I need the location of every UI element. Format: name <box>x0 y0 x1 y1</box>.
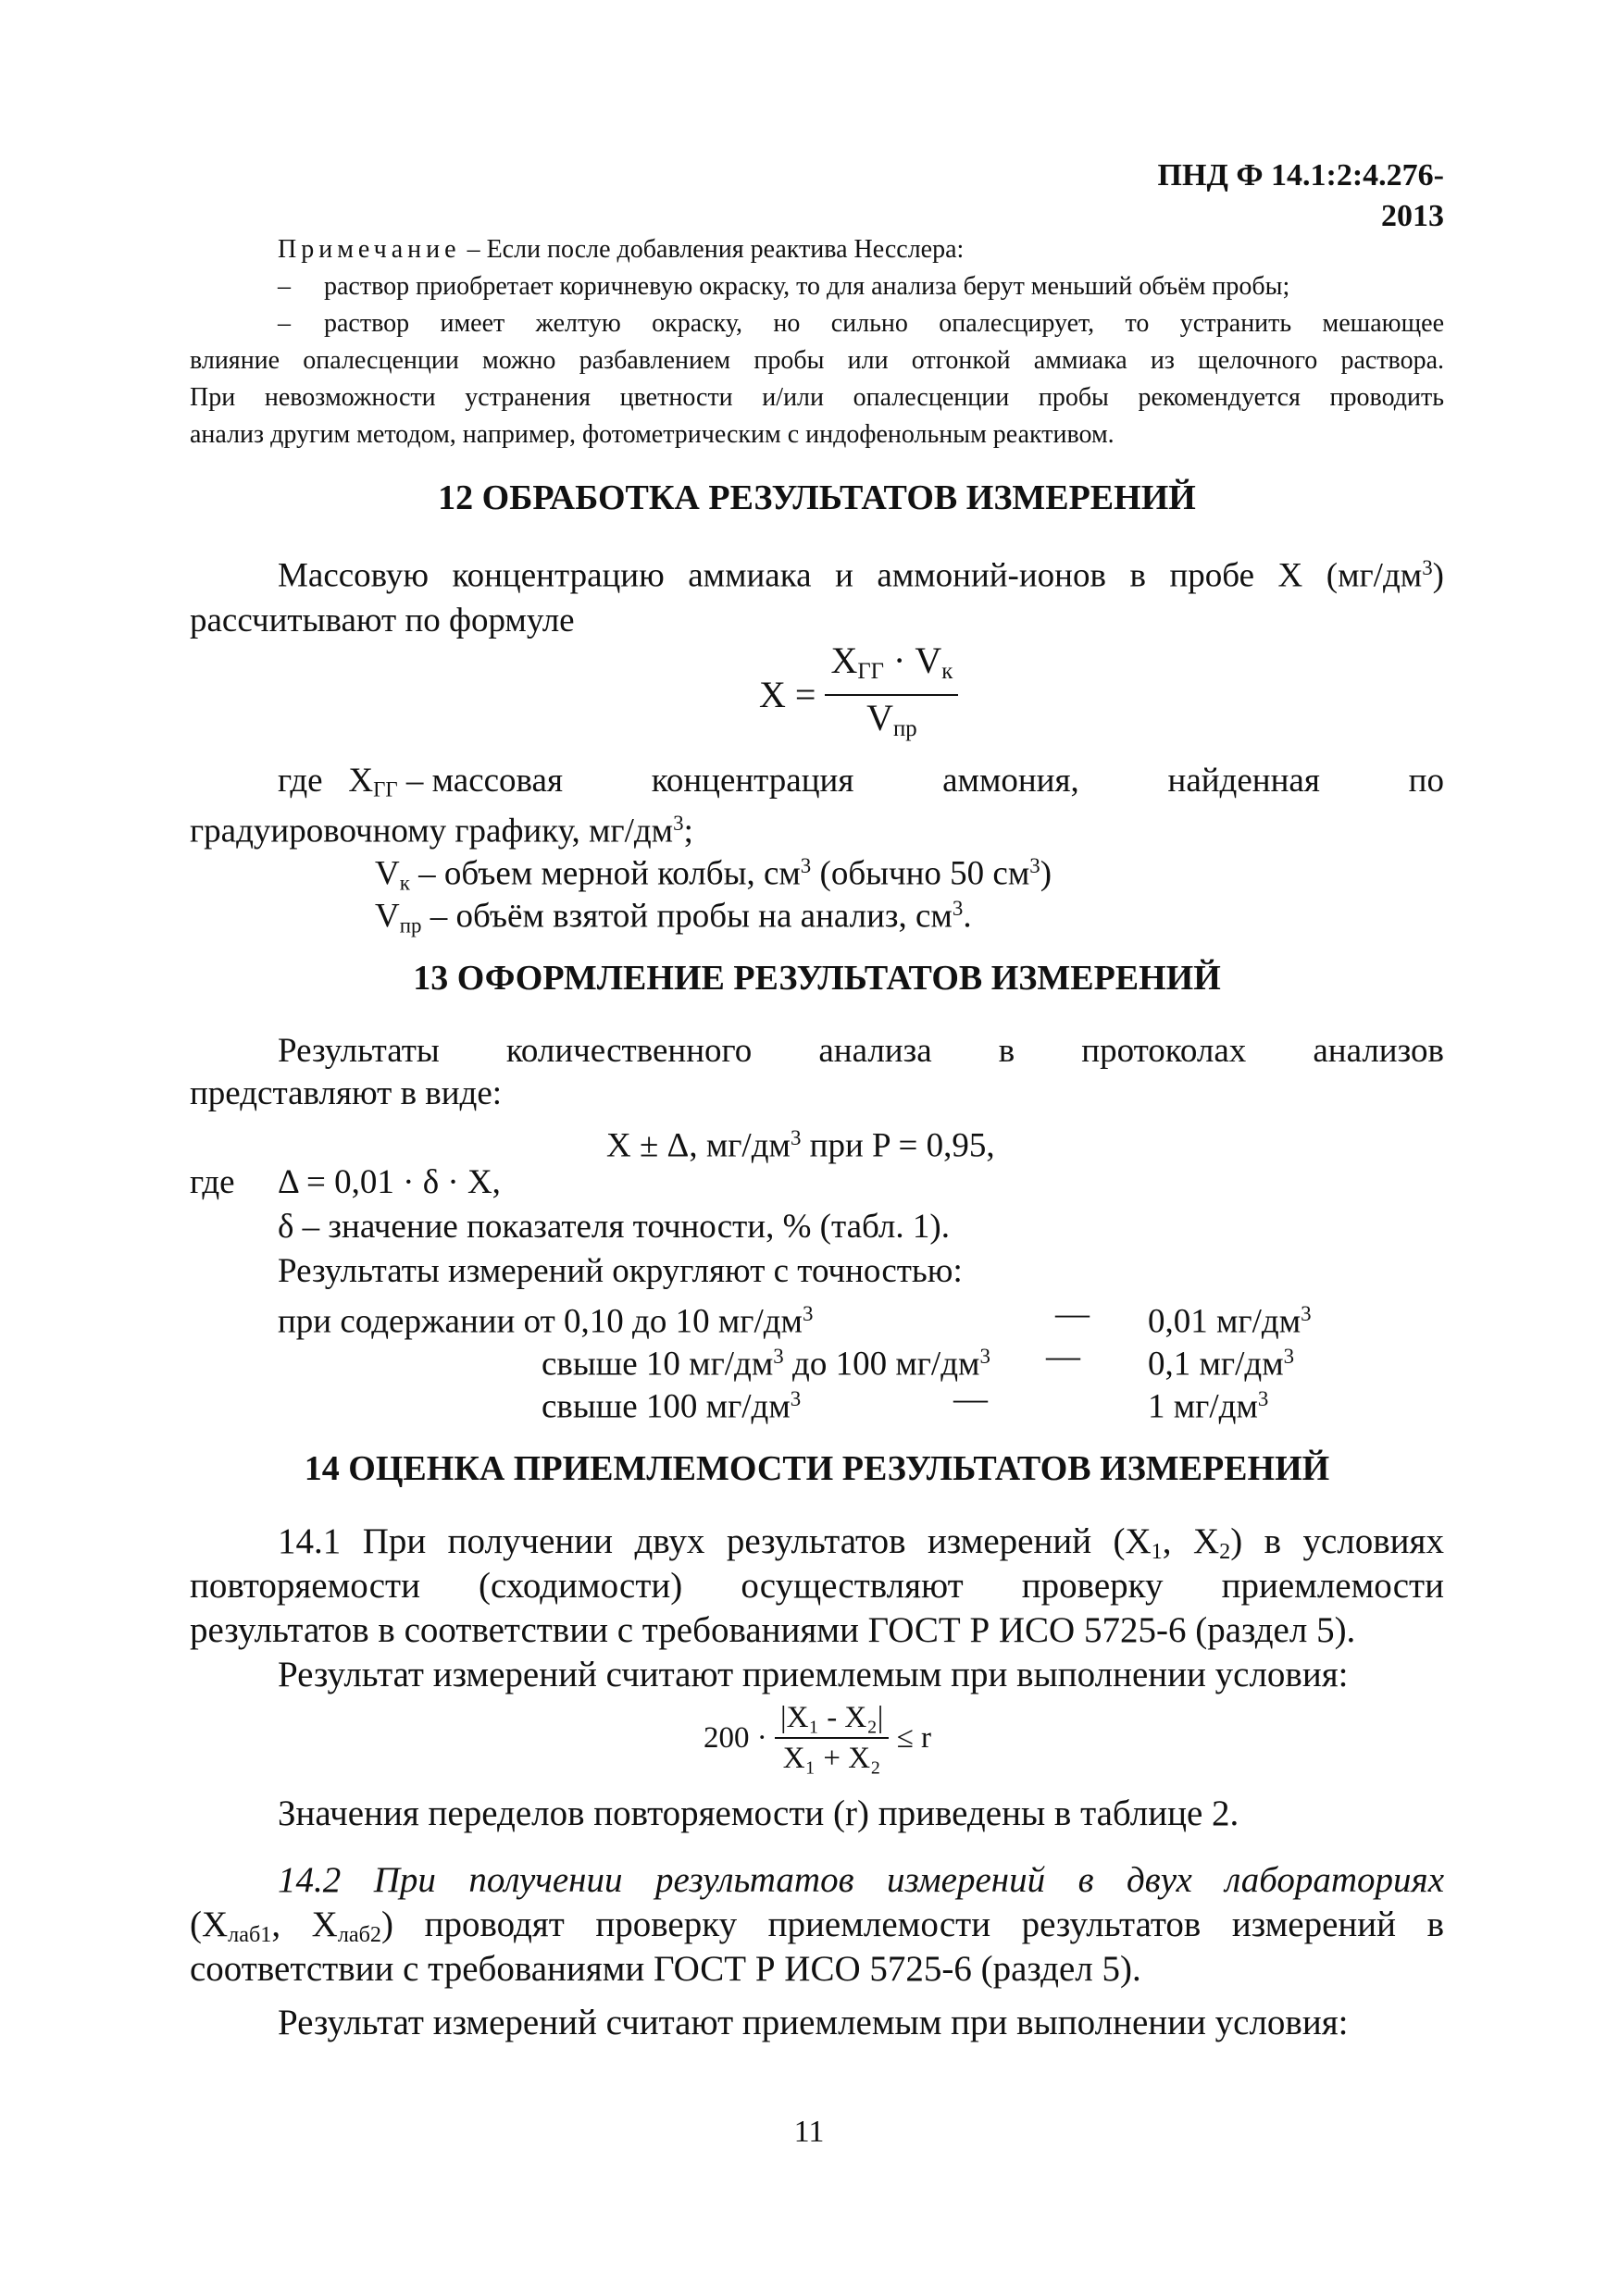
word: осуществляют <box>741 1566 964 1606</box>
text: (X <box>190 1905 229 1944</box>
text: до 100 мг/дм <box>783 1345 980 1384</box>
section-12-text-line-2: рассчитывают по формуле <box>190 601 575 639</box>
section-14-2-condition-text: Результат измерений считают приемлемым при выполнении условия: <box>278 2003 1349 2042</box>
section-13-heading: 13 ОФОРМЛЕНИЕ РЕЗУЛЬТАТОВ ИЗМЕРЕНИЙ <box>413 959 1221 998</box>
note-line-4: При невозможности устранения цветности и/или опалесценции пробы рекомендуется проводить <box>190 383 1444 412</box>
superscript: 3 <box>802 1302 814 1325</box>
note-bullet: – <box>278 272 291 301</box>
section-14-1-condition-text: Результат измерений считают приемлемым при выполнении условия: <box>278 1655 1349 1694</box>
note-item-2-text: раствор имеет желтую окраску, но сильно опалесцирует, то устранить мешающее <box>324 309 1444 338</box>
note-item-1-text: раствор приобретает коричневую окраску, то для анализа берут меньший объём пробы; <box>324 272 1290 301</box>
v-sub: пр <box>399 913 422 937</box>
superscript: 3 <box>673 812 684 835</box>
section-14-1-limits-text: Значения переделов повторяемости (r) приведены в таблице 2. <box>278 1793 1239 1833</box>
x-sub: ГГ <box>373 777 398 801</box>
gde: где <box>278 762 323 800</box>
v: V <box>375 897 400 936</box>
v-sub: к <box>941 659 953 685</box>
formula-denominator: X₁ + X₂ <box>782 1742 881 1775</box>
text: ; <box>683 812 693 850</box>
section-12-paragraph <box>190 546 1444 643</box>
superscript: 3 <box>1029 854 1040 877</box>
superscript: 3 <box>1283 1345 1295 1368</box>
word: анализов <box>1313 1032 1444 1070</box>
rounding-row-3-dash: — <box>953 1380 988 1418</box>
document-code: ПНД Ф 14.1:2:4.276-2013 <box>1157 158 1444 233</box>
delta-text: δ – значение показателя точности, % (табл. 1). <box>278 1208 950 1246</box>
formula-fraction <box>775 1698 889 1778</box>
subscript: 2 <box>1219 1539 1231 1565</box>
word: приемлемости <box>1221 1566 1444 1606</box>
formula-numerator: |X₁ - X₂| <box>775 1698 889 1739</box>
subscript: 1 <box>1151 1539 1163 1565</box>
section-12-text: Массовую концентрацию аммиака и аммоний-ионов в пробе X (мг/дм <box>278 556 1423 595</box>
superscript: 3 <box>1422 556 1433 579</box>
note-intro: – Если после добавления реактива Несслера: <box>460 235 965 264</box>
coefficient: 200 · <box>704 1721 767 1755</box>
word: анализа <box>818 1032 932 1070</box>
section-14-2-line-3: соответствии с требованиями ГОСТ Р ИСО 5725-6 (раздел 5). <box>190 1949 1141 1989</box>
rounding-intro: Результаты измерений округляют с точностью: <box>278 1252 963 1290</box>
superscript: 3 <box>773 1345 784 1368</box>
note-bullet: – <box>278 309 291 338</box>
v: V <box>915 639 942 681</box>
word: (сходимости) <box>479 1566 683 1606</box>
superscript: 3 <box>952 897 964 920</box>
text: 1 мг/дм <box>1148 1387 1258 1426</box>
paren: ) <box>1432 556 1444 595</box>
word: найденная <box>1167 762 1320 800</box>
formula-fraction <box>825 639 958 751</box>
superscript: 3 <box>800 854 812 877</box>
superscript: 3 <box>1257 1387 1269 1410</box>
text: градуировочному графику, мг/дм <box>190 812 674 850</box>
text: 0,1 мг/дм <box>1148 1345 1284 1384</box>
repeatability-formula <box>704 1698 931 1778</box>
superscript: 3 <box>1301 1302 1312 1325</box>
note-item-1 <box>278 268 1444 305</box>
word: в <box>998 1032 1015 1070</box>
where-vpr <box>375 887 972 948</box>
rounding-row-2-dash: — <box>1046 1337 1080 1375</box>
superscript: 3 <box>790 1126 802 1149</box>
subscript: лаб2 <box>337 1922 382 1948</box>
section-13-line-1 <box>278 1029 1444 1074</box>
text: , X <box>1162 1521 1220 1561</box>
word: количественного <box>505 1032 753 1070</box>
section-14-heading: 14 ОЦЕНКА ПРИЕМЛЕМОСТИ РЕЗУЛЬТАТОВ ИЗМЕРЕНИЙ <box>304 1449 1330 1488</box>
note-line-5: анализ другим методом, например, фотометрическим с индофенольным реактивом. <box>190 420 1115 449</box>
rounding-row-3-condition <box>542 1377 801 1430</box>
text: . <box>963 897 972 936</box>
word: по <box>1408 762 1444 800</box>
note-intro-line <box>278 231 1444 268</box>
rhs: ≤ r <box>896 1721 931 1755</box>
text: свыше 100 мг/дм <box>542 1387 791 1426</box>
text: при P = 0,95, <box>801 1126 995 1165</box>
rounding-row-1-dash: — <box>1055 1295 1090 1333</box>
word: – массовая <box>397 762 563 800</box>
text: X ± Δ, мг/дм <box>606 1126 791 1165</box>
formula-denominator <box>825 696 958 751</box>
text: свыше 10 мг/дм <box>542 1345 774 1384</box>
text: – объем мерной колбы, см <box>409 854 801 893</box>
note-item-2-line-1 <box>278 305 1444 342</box>
word: протоколах <box>1081 1032 1247 1070</box>
formula-lhs: X = <box>759 674 816 716</box>
dot: · <box>884 639 915 681</box>
x: X <box>348 762 374 800</box>
text: ) проводят проверку приемлемости результатов измерений в <box>381 1905 1444 1944</box>
note-item-2-line-2: влияние опалесценции можно разбавлением пробы или отгонкой аммиака из щелочного раствора. <box>190 346 1444 375</box>
page-number: 11 <box>793 2115 825 2149</box>
word: концентрация <box>651 762 854 800</box>
x: X <box>830 639 858 681</box>
x-sub: ГГ <box>857 659 885 685</box>
rounding-row-3-value <box>1148 1377 1268 1430</box>
formula-numerator <box>825 639 958 696</box>
word: аммония, <box>942 762 1079 800</box>
v: V <box>375 854 400 893</box>
word: повторяемости <box>190 1566 420 1606</box>
v: V <box>866 697 893 739</box>
section-14-1-line-3: результатов в соответствии с требованиями ГОСТ Р ИСО 5725-6 (раздел 5). <box>190 1610 1356 1650</box>
superscript: 3 <box>790 1387 802 1410</box>
v-sub: к <box>399 871 410 895</box>
text: при содержании от 0,10 до 10 мг/дм <box>278 1302 803 1341</box>
subscript: лаб1 <box>228 1922 272 1948</box>
word: Результаты <box>278 1032 440 1070</box>
word: проверку <box>1021 1566 1164 1606</box>
section-14-2-line-1: 14.2 При получении результатов измерений в двух лабораториях <box>278 1860 1444 1900</box>
superscript: 3 <box>979 1345 990 1368</box>
gde-label: где <box>190 1163 235 1201</box>
note-title: Примечание <box>278 235 461 264</box>
section-13-line-2: представляют в виде: <box>190 1074 503 1112</box>
text: ) в условиях <box>1230 1521 1444 1561</box>
concentration-formula <box>759 639 958 751</box>
paren: ) <box>1040 854 1052 893</box>
result-formula <box>606 1116 995 1169</box>
text: (обычно 50 см <box>811 854 1030 893</box>
section-12-heading: 12 ОБРАБОТКА РЕЗУЛЬТАТОВ ИЗМЕРЕНИЙ <box>438 478 1196 517</box>
text: 0,01 мг/дм <box>1148 1302 1301 1341</box>
delta-formula: Δ = 0,01 · δ · X, <box>278 1163 501 1201</box>
v-sub: пр <box>892 716 917 742</box>
section-14-1-line-2 <box>190 1564 1444 1608</box>
text: , X <box>271 1905 338 1944</box>
text: – объём взятой пробы на анализ, см <box>421 897 953 936</box>
text: 14.1 При получении двух результатов измерений (X <box>278 1521 1152 1561</box>
